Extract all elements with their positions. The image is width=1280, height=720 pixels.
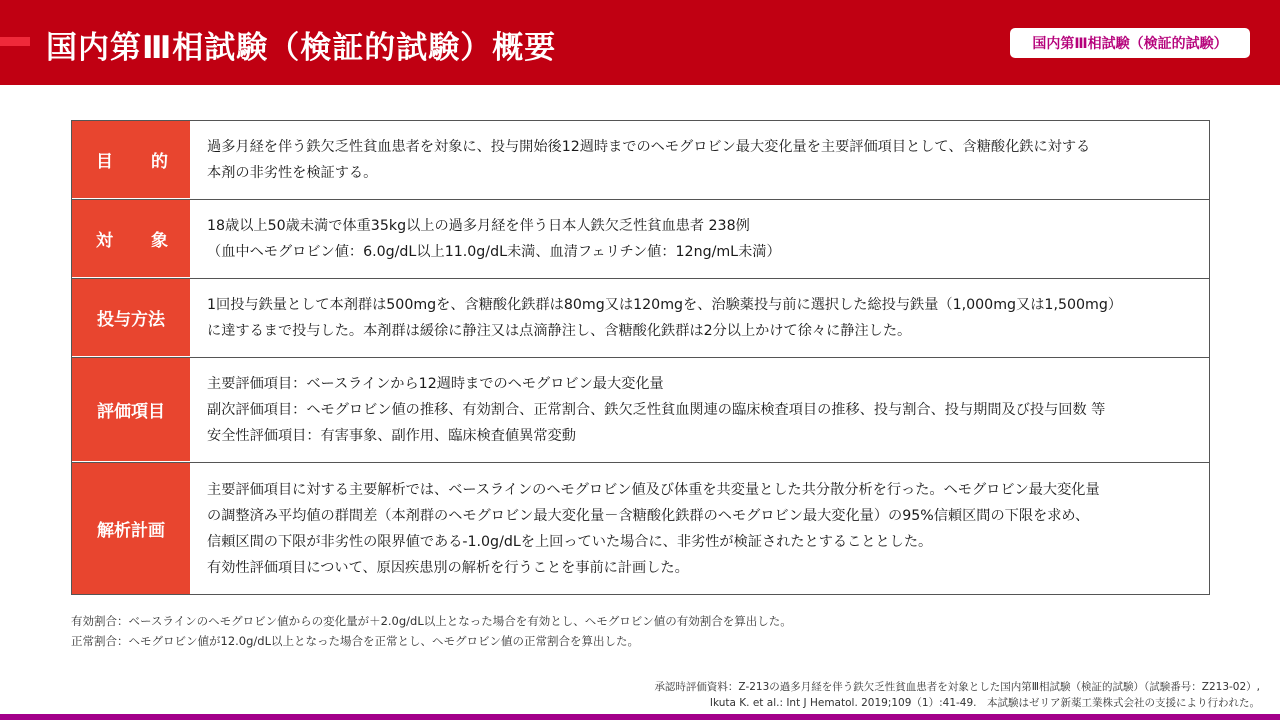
content-line: 安全性評価項目：有害事象、副作用、臨床検査値異常変動 (207, 428, 576, 444)
content-line: 主要評価項目：ベースラインから12週時までのヘモグロビン最大変化量 (207, 376, 664, 392)
footnote-normal-rate: 正常割合：ヘモグロビン値が12.0g/dL以上となった場合を正常とし、ヘモグロビン値の正常割合を算出した。 (71, 634, 639, 648)
content-line: 主要評価項目に対する主要解析では、ベースラインのヘモグロビン値及び体重を共変量とした共分散分析を行った。ヘモグロビン最大変化量 (207, 481, 1100, 498)
table-row-subjects (72, 200, 1209, 279)
citation-line: 承認時評価資料：Z-213の過多月経を伴う鉄欠乏性貧血患者を対象とした国内第Ⅲ相試験（検証的試験）（試験番号：Z213-02）, (654, 681, 1260, 693)
footnote-effective-rate: 有効割合：ベースラインのヘモグロビン値からの変化量が＋2.0g/dL以上となった場合を有効とし、ヘモグロビン値の有効割合を算出した。 (71, 614, 792, 628)
row-label-char: 象 (151, 231, 168, 251)
content-line: 1回投与鉄量として本剤群は500mgを、含糖酸化鉄群は80mg又は120mgを、治験薬投与前に選択した総投与鉄量（1,000mg又は1,500mg） (207, 297, 1123, 313)
row-content-subjects (190, 200, 1209, 278)
row-label-char: 目 (96, 152, 113, 172)
table-row-purpose (72, 121, 1209, 200)
content-line: の調整済み平均値の群間差（本剤群のヘモグロビン最大変化量－含糖酸化鉄群のヘモグロビン最大変化量）の95%信頼区間の下限を求め、 (207, 507, 1090, 524)
header-bar (0, 0, 1280, 85)
row-label-char: 的 (151, 152, 168, 172)
row-content-purpose (190, 121, 1209, 199)
row-content-endpoints (190, 358, 1209, 462)
row-content-analysis-plan (190, 463, 1209, 594)
content-line: に達するまで投与した。本剤群は緩徐に静注又は点滴静注し、含糖酸化鉄群は2分以上かけて徐々に静注した。 (207, 323, 912, 339)
row-content-administration (190, 279, 1209, 357)
content-line: 有効性評価項目について、原因疾患別の解析を行うことを事前に計画した。 (207, 559, 689, 576)
content-line: （血中ヘモグロビン値：6.0g/dL以上11.0g/dL未満、血清フェリチン値：12ng/mL未満） (207, 244, 781, 260)
footnotes (71, 611, 792, 651)
citation-line: Ikuta K. et al.: Int J Hematol. 2019;109（1）:41-49. 本試験はゼリア新薬工業株式会社の支援により行われた。 (709, 697, 1260, 709)
trial-phase-badge: 国内第Ⅲ相試験（検証的試験） (1010, 28, 1250, 58)
row-label-subjects (72, 200, 190, 278)
source-citation (654, 679, 1260, 711)
content-line: 本剤の非劣性を検証する。 (207, 165, 378, 181)
page-title: 国内第Ⅲ相試験（検証的試験）概要 (46, 30, 557, 66)
content-line: 18歳以上50歳未満で体重35kg以上の過多月経を伴う日本人鉄欠乏性貧血患者 238例 (207, 218, 750, 234)
row-label-char: 対 (96, 231, 113, 251)
content-line: 過多月経を伴う鉄欠乏性貧血患者を対象に、投与開始後12週時までのヘモグロビン最大変化量を主要評価項目として、含糖酸化鉄に対する (207, 139, 1091, 155)
content-line: 副次評価項目：ヘモグロビン値の推移、有効割合、正常割合、鉄欠乏性貧血関連の臨床検査項目の推移、投与割合、投与期間及び投与回数 等 (207, 402, 1106, 418)
content-line: 信頼区間の下限が非劣性の限界値である-1.0g/dLを上回っていた場合に、非劣性が検証されたとすることとした。 (207, 533, 933, 550)
row-label-analysis-plan: 解析計画 (72, 463, 190, 594)
table-row-analysis-plan (72, 463, 1209, 594)
row-label-endpoints: 評価項目 (72, 358, 190, 462)
bottom-accent-bar (0, 714, 1280, 720)
row-label-purpose (72, 121, 190, 199)
header-accent-mark (0, 37, 30, 46)
table-row-administration (72, 279, 1209, 358)
study-summary-table (71, 120, 1210, 595)
row-label-administration: 投与方法 (72, 279, 190, 357)
table-row-endpoints (72, 358, 1209, 463)
